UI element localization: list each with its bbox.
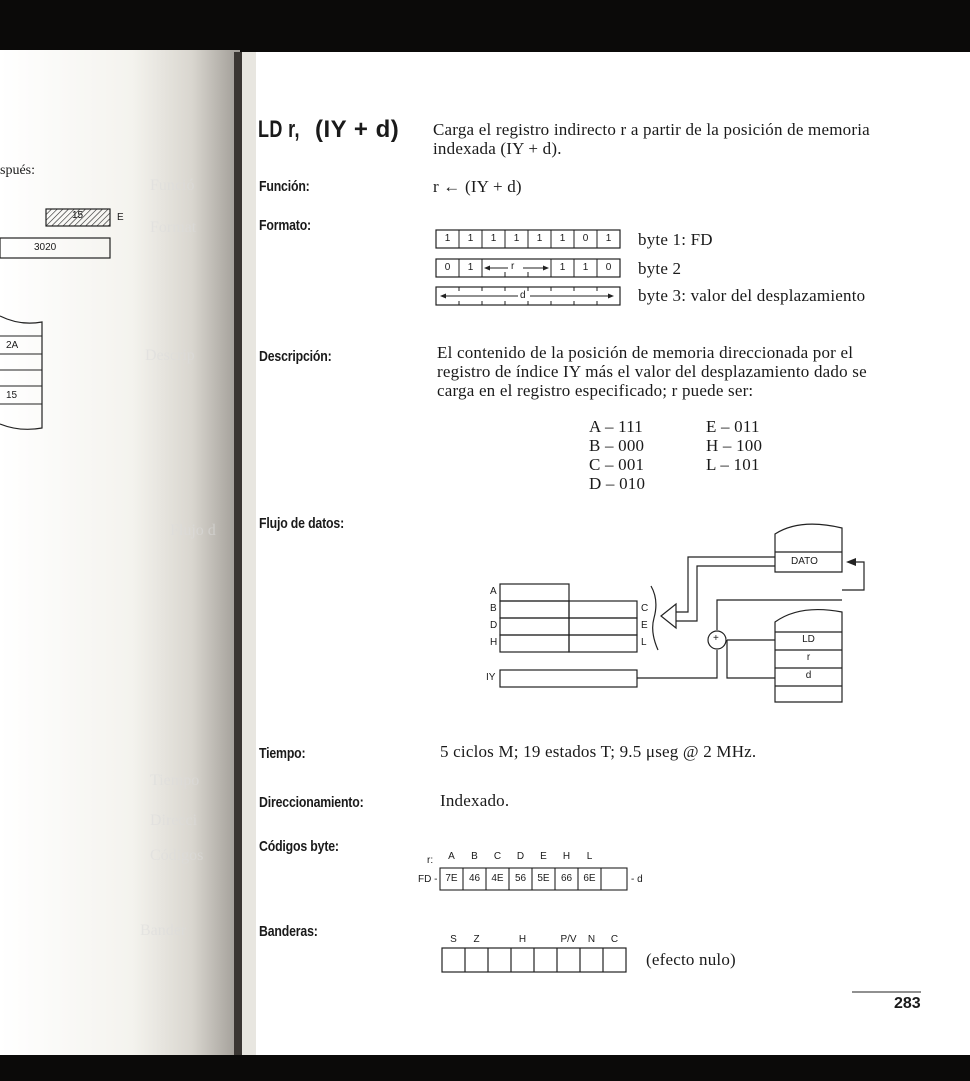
register-label: L	[641, 637, 647, 648]
flag-label: P/V	[560, 934, 577, 945]
svg-text:Tiempo: Tiempo	[150, 772, 200, 789]
left-memory-cell: 15	[6, 390, 18, 401]
formato-label: Formato:	[259, 217, 311, 234]
instruction-title-prefix: LD r,	[258, 116, 300, 143]
svg-text:Format: Format	[150, 219, 197, 236]
codigos-code: 66	[560, 873, 573, 884]
byte1-description: byte 1: FD	[638, 230, 713, 249]
left-address-value: 3020	[34, 242, 57, 253]
byte3-field-d: d	[520, 290, 526, 301]
register-labels-left	[490, 586, 497, 654]
memory-dato: DATO	[791, 556, 818, 567]
instruction-summary-line2: indexada (IY + d).	[433, 139, 562, 158]
codigos-code: 4E	[491, 873, 504, 884]
bit-cell: 0	[444, 262, 451, 273]
flag-label: C	[610, 934, 619, 945]
bit-cell: 1	[536, 233, 543, 244]
register-code: H – 100	[706, 436, 763, 455]
register-label: D	[490, 620, 498, 631]
bit-cell: 1	[605, 233, 612, 244]
left-register-e-value: 15	[72, 210, 84, 221]
flag-label: Z	[473, 934, 480, 945]
register-label: B	[490, 603, 497, 614]
right-page	[238, 52, 970, 1055]
register-code: A – 111	[589, 417, 643, 436]
instruction-title	[258, 116, 399, 144]
codigos-row-prefix: r:	[427, 855, 434, 866]
instruction-summary-line1: Carga el registro indirecto r a partir de la posición de memoria	[433, 120, 870, 139]
codigos-code: 7E	[445, 873, 458, 884]
bit-cell: 1	[467, 262, 474, 273]
memory-bottom-cells	[775, 634, 842, 688]
codigos-register: E	[540, 851, 547, 862]
codigos-code: 6E	[583, 873, 596, 884]
banderas-note: (efecto nulo)	[646, 950, 736, 969]
svg-text:Funció: Funció	[150, 177, 195, 194]
byte2-description: byte 2	[638, 259, 682, 278]
memory-cell: LD	[802, 634, 815, 645]
left-memory-cell: 2A	[6, 340, 19, 351]
codigos-code: 56	[514, 873, 527, 884]
flag-label: S	[450, 934, 457, 945]
tiempo-value: 5 ciclos M; 19 estados T; 9.5 μseg @ 2 MHz.	[440, 742, 757, 761]
instruction-title-operand: (IY + d)	[315, 116, 400, 143]
codigos-suffix: - d	[631, 874, 643, 885]
bit-cell: 1	[490, 233, 497, 244]
left-page	[0, 50, 240, 1055]
codigos-prefix: FD -	[418, 874, 438, 885]
memory-cell: d	[805, 670, 812, 681]
flag-label: H	[518, 934, 527, 945]
descripcion-line2: registro de índice IY más el valor del desplazamiento dado se	[437, 362, 867, 381]
codigos-register: D	[516, 851, 525, 862]
codigos-register: C	[493, 851, 502, 862]
bit-cell: 1	[559, 233, 566, 244]
codigos-register: H	[562, 851, 571, 862]
bit-cell: 1	[582, 262, 589, 273]
bit-cell: 0	[582, 233, 589, 244]
register-code: B – 000	[589, 436, 645, 455]
byte2-bits	[436, 262, 620, 276]
register-codes-col2	[706, 417, 762, 474]
register-code: L – 101	[706, 455, 760, 474]
byte2-field-r: r	[511, 261, 515, 272]
register-code: E – 011	[706, 417, 760, 436]
register-label: E	[641, 620, 648, 631]
codigos-label: Códigos byte:	[259, 838, 339, 855]
flujo-label: Flujo de datos:	[259, 515, 345, 532]
tiempo-label: Tiempo:	[259, 745, 306, 762]
funcion-value: r ← (IY + d)	[433, 177, 522, 196]
register-label: H	[490, 637, 498, 648]
svg-text:Códigos: Códigos	[150, 847, 204, 864]
codigos-register: L	[586, 851, 593, 862]
descripcion-label: Descripción:	[259, 348, 332, 365]
codigos-code: 5E	[537, 873, 550, 884]
flag-label: N	[587, 934, 596, 945]
descripcion-line1: El contenido de la posición de memoria direccionada por el	[437, 343, 854, 362]
register-label: A	[490, 586, 497, 597]
direccionamiento-label: Direccionamiento:	[259, 794, 364, 811]
bit-cell: 0	[605, 262, 612, 273]
register-code: C – 001	[589, 455, 645, 474]
byte3-description: byte 3: valor del desplazamiento	[638, 286, 866, 305]
bit-cell: 1	[467, 233, 474, 244]
left-register-e-label: E	[117, 212, 124, 223]
descripcion-line3: carga en el registro especificado; r puede ser:	[437, 381, 754, 400]
svg-text:Direcci: Direcci	[150, 812, 198, 829]
register-labels-right	[641, 603, 648, 654]
direccionamiento-value: Indexado.	[440, 791, 510, 810]
bit-cell: 1	[444, 233, 451, 244]
svg-text:Bander: Bander	[140, 922, 187, 939]
memory-cell: r	[806, 652, 811, 663]
bit-cell: 1	[559, 262, 566, 273]
register-code: D – 010	[589, 474, 646, 493]
page-number: 283	[894, 995, 921, 1012]
byte1-bits	[436, 233, 620, 247]
adder-plus: +	[713, 633, 719, 644]
left-page-fragment: spués:	[0, 163, 35, 178]
svg-text:Descrip: Descrip	[145, 347, 195, 364]
funcion-label: Función:	[259, 178, 310, 195]
codigos-code: 46	[468, 873, 481, 884]
register-codes-col1	[589, 417, 645, 493]
codigos-register: A	[448, 851, 455, 862]
codigos-register: B	[471, 851, 478, 862]
register-label: C	[641, 603, 649, 614]
iy-label: IY	[486, 672, 496, 683]
banderas-label: Banderas:	[259, 923, 318, 940]
bit-cell: 1	[513, 233, 520, 244]
svg-text:Flujo d: Flujo d	[170, 522, 216, 539]
